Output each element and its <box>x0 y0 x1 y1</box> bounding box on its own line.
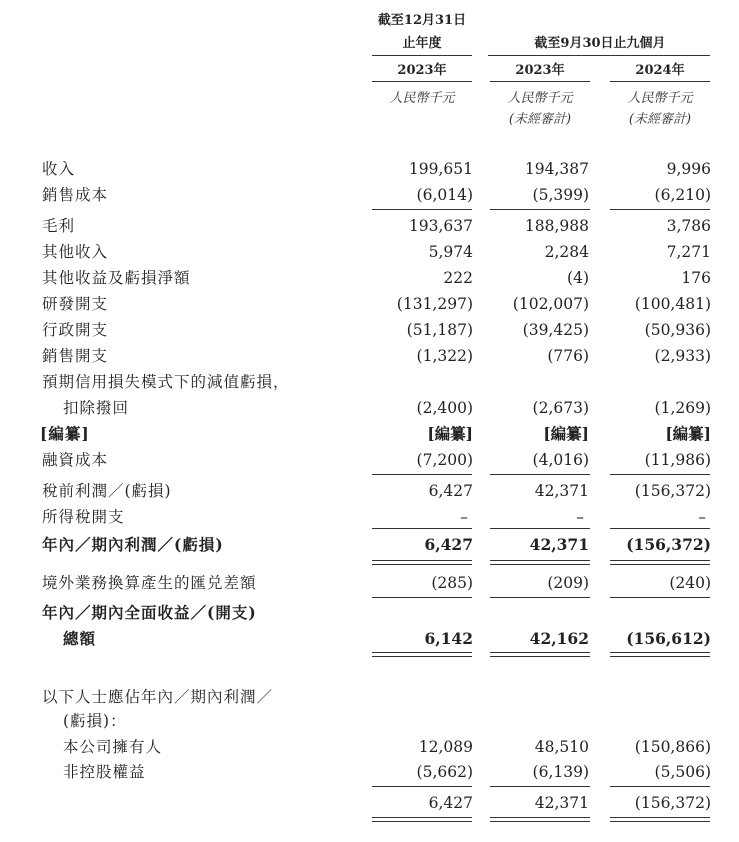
value-fy2023: 5,974 <box>428 243 473 261</box>
table-row-impairment-label <box>0 369 739 395</box>
value-9m2024: (156,372) <box>634 794 711 812</box>
value-fy2023: (6,014) <box>416 186 473 204</box>
year-rule-3 <box>610 81 710 82</box>
header-rule-fy <box>372 55 472 56</box>
value-9m2023: [編纂] <box>543 424 589 443</box>
value-9m2023: 42,371 <box>534 482 589 500</box>
table-row-redacted <box>0 421 739 447</box>
value-9m2023: (6,139) <box>532 763 589 781</box>
total-double-rule-1 <box>372 817 472 822</box>
value-9m2023: 194,387 <box>524 160 589 178</box>
row-label: 收入 <box>42 160 76 178</box>
value-9m2024: (156,372) <box>634 482 711 500</box>
total-double-rule-2 <box>490 817 590 822</box>
currency-label-2: 人民幣千元 <box>507 91 573 106</box>
subtotal-rule-1 <box>372 528 472 529</box>
subtotal-rule-3 <box>610 474 710 475</box>
table-row-selling-expenses <box>0 343 739 369</box>
table-row-cost-of-sales <box>0 182 739 208</box>
subtotal-rule-2 <box>490 209 590 210</box>
row-label: 其他收益及虧損淨額 <box>42 269 191 287</box>
row-label: 融資成本 <box>42 451 109 469</box>
table-row-non-controlling-interests <box>0 759 739 785</box>
table-row-attributable-total <box>0 790 739 816</box>
table-row-attributable-label-1 <box>0 684 739 710</box>
value-9m2023: (4,016) <box>532 451 589 469</box>
value-fy2023: (285) <box>431 574 473 592</box>
value-9m2023: 48,510 <box>534 738 589 756</box>
subtotal-rule-2 <box>490 597 590 598</box>
value-9m2023: 42,162 <box>529 629 589 648</box>
value-9m2023: (5,399) <box>532 186 589 204</box>
column-group-nine-months: 截至9月30日止九個月 <box>534 36 666 51</box>
row-label: 扣除撥回 <box>63 399 130 417</box>
value-9m2024: (240) <box>669 574 711 592</box>
total-double-rule-3 <box>610 817 710 822</box>
subtotal-rule-2 <box>490 474 590 475</box>
value-fy2023: 6,427 <box>428 794 473 812</box>
value-9m2023: 42,371 <box>534 794 589 812</box>
row-label: 其他收入 <box>42 243 109 261</box>
column-year-2023-9m: 2023年 <box>515 63 565 78</box>
value-fy2023: 193,637 <box>408 217 473 235</box>
table-row-total-comprehensive-label <box>0 600 739 626</box>
value-fy2023: 6,427 <box>428 482 473 500</box>
value-9m2023: 188,988 <box>524 217 589 235</box>
subtotal-rule-3 <box>610 597 710 598</box>
subtotal-rule-2 <box>490 786 590 787</box>
value-9m2023: (39,425) <box>522 321 589 339</box>
value-9m2024: (2,933) <box>654 347 711 365</box>
year-rule-2 <box>490 81 590 82</box>
value-9m2024: (150,866) <box>634 738 711 756</box>
row-label: 研發開支 <box>42 295 109 313</box>
row-label: 銷售開支 <box>42 347 109 365</box>
value-fy2023: [編纂] <box>427 424 473 443</box>
column-year-2024-9m: 2024年 <box>635 63 685 78</box>
column-group-fy-line1: 截至12月31日 <box>377 13 467 28</box>
row-label: 總額 <box>63 629 97 648</box>
table-row-attributable-label-2 <box>0 708 739 734</box>
row-label: 年內／期內利潤／(虧損) <box>42 535 224 554</box>
total-double-rule-1 <box>372 652 472 657</box>
value-9m2024: (6,210) <box>654 186 711 204</box>
header-rule-nine-months <box>488 55 710 56</box>
row-label: 行政開支 <box>42 321 109 339</box>
value-9m2024: (156,612) <box>626 629 711 648</box>
value-fy2023: (51,187) <box>406 321 473 339</box>
value-9m2023: (4) <box>567 269 589 287</box>
value-fy2023: 222 <box>443 269 473 287</box>
value-9m2023: 2,284 <box>544 243 589 261</box>
value-9m2024: (5,506) <box>654 763 711 781</box>
row-label: 預期信用損失模式下的減值虧損， <box>42 373 290 391</box>
total-double-rule-2 <box>490 560 590 565</box>
row-label: 以下人士應佔年內／期內利潤／ <box>42 688 274 706</box>
row-label: 境外業務換算產生的匯兑差額 <box>42 574 257 592</box>
value-fy2023: 6,142 <box>424 629 473 648</box>
value-9m2023: (2,673) <box>532 399 589 417</box>
value-9m2024: 3,786 <box>666 217 711 235</box>
column-group-fy-line2: 止年度 <box>402 36 442 51</box>
value-fy2023: (1,322) <box>416 347 473 365</box>
row-label: 本公司擁有人 <box>63 738 163 756</box>
subtotal-rule-3 <box>610 528 710 529</box>
table-row-exchange-differences <box>0 570 739 596</box>
total-double-rule-3 <box>610 560 710 565</box>
value-fy2023: 6,427 <box>424 535 473 554</box>
value-9m2024: (156,372) <box>626 535 711 554</box>
table-row-other-gains-losses <box>0 265 739 291</box>
table-row-owners-of-company <box>0 734 739 760</box>
value-9m2024: 176 <box>681 269 711 287</box>
subtotal-rule-1 <box>372 474 472 475</box>
row-label: [編纂] <box>40 424 90 443</box>
table-row-gross-profit <box>0 213 739 239</box>
table-row-rd-expenses <box>0 291 739 317</box>
value-9m2023: 42,371 <box>529 535 589 554</box>
column-year-2023-fy: 2023年 <box>397 63 447 78</box>
value-fy2023: (5,662) <box>416 763 473 781</box>
unaudited-label-3: (未經審計) <box>628 112 692 127</box>
subtotal-rule-2 <box>490 528 590 529</box>
value-9m2024: 9,996 <box>666 160 711 178</box>
year-rule-1 <box>372 81 472 82</box>
table-row-impairment-net <box>0 395 739 421</box>
total-double-rule-3 <box>610 652 710 657</box>
table-row-profit-for-period <box>0 532 739 558</box>
row-label: 年內／期內全面收益／(開支) <box>42 603 257 622</box>
subtotal-rule-1 <box>372 786 472 787</box>
value-9m2024: (100,481) <box>634 295 711 313</box>
value-fy2023: (2,400) <box>416 399 473 417</box>
value-9m2023: (102,007) <box>512 295 589 313</box>
table-row-total-comprehensive <box>0 626 739 652</box>
value-9m2024: [編纂] <box>665 424 711 443</box>
row-label: (虧損)： <box>63 712 127 730</box>
unaudited-label-2: (未經審計) <box>508 112 572 127</box>
table-row-revenue <box>0 156 739 182</box>
row-label: 非控股權益 <box>63 763 146 781</box>
subtotal-rule-1 <box>372 597 472 598</box>
currency-label-3: 人民幣千元 <box>627 91 693 106</box>
value-fy2023: 199,651 <box>408 160 473 178</box>
table-row-admin-expenses <box>0 317 739 343</box>
total-double-rule-2 <box>490 652 590 657</box>
subtotal-rule-3 <box>610 786 710 787</box>
value-9m2024: 7,271 <box>666 243 711 261</box>
value-9m2023: (209) <box>547 574 589 592</box>
value-fy2023: (7,200) <box>416 451 473 469</box>
table-row-finance-costs <box>0 447 739 473</box>
table-row-income-tax <box>0 504 739 530</box>
value-fy2023: 12,089 <box>418 738 473 756</box>
value-fy2023: – <box>460 508 468 526</box>
total-double-rule-1 <box>372 560 472 565</box>
row-label: 銷售成本 <box>42 186 109 204</box>
value-9m2023: – <box>576 508 584 526</box>
value-9m2024: (50,936) <box>644 321 711 339</box>
row-label: 稅前利潤／(虧損) <box>42 482 172 500</box>
value-9m2023: (776) <box>547 347 589 365</box>
value-fy2023: (131,297) <box>396 295 473 313</box>
table-row-profit-before-tax <box>0 478 739 504</box>
subtotal-rule-3 <box>610 209 710 210</box>
value-9m2024: (1,269) <box>654 399 711 417</box>
subtotal-rule-1 <box>372 209 472 210</box>
value-9m2024: – <box>698 508 706 526</box>
row-label: 所得稅開支 <box>42 508 125 526</box>
currency-label-1: 人民幣千元 <box>389 91 455 106</box>
value-9m2024: (11,986) <box>644 451 711 469</box>
table-row-other-income <box>0 239 739 265</box>
row-label: 毛利 <box>42 217 76 235</box>
